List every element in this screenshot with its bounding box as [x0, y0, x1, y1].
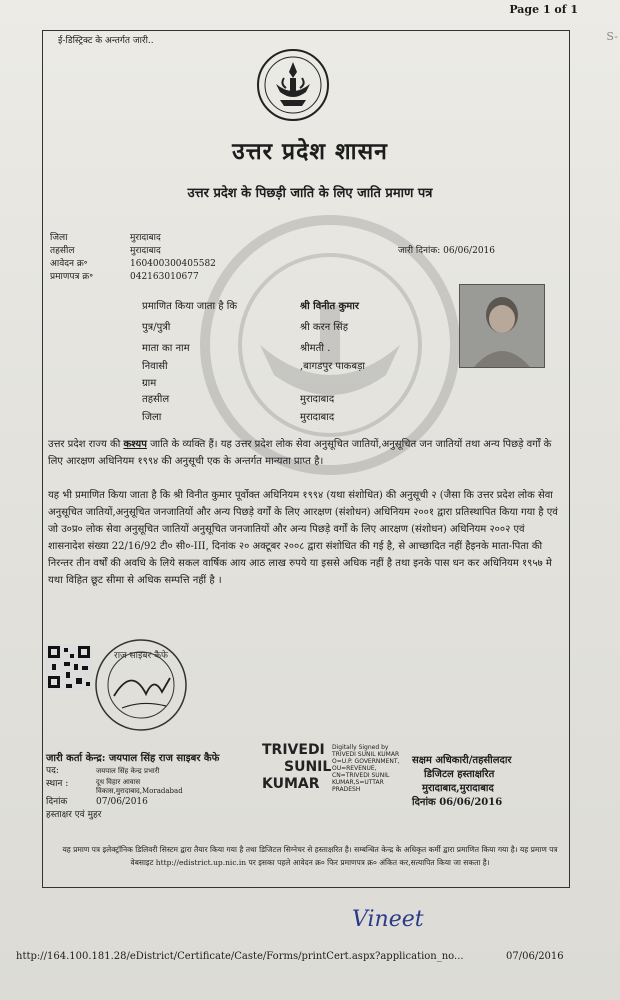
competent-authority-block: सक्षम अधिकारी/तहसीलदार डिजिटल हस्ताक्षरित मुरादाबाद,मुरादाबाद दिनांक 06/06/2016 [412, 755, 512, 808]
issuing-center-block: जारी कर्ता केन्द्र: जयपाल सिंह राज साइबर कैफे पद: जयपाल सिंह केन्द्र प्रभारी स्थान : दूध विहार आवास विकास,मुरादाबाद,Moradabad दिनांक 07/06/2016 हस्ताक्षर एवं मुहर [46, 753, 220, 820]
svg-text:Vineet: Vineet [352, 907, 424, 932]
meta-certificate-number: प्रमाणपत्र क्र॰ 042163010677 [50, 272, 199, 282]
meta-district: जिला मुरादाबाद [50, 233, 161, 243]
detail-row: प्रमाणित किया जाता है कि श्री विनीत कुमार [142, 301, 359, 312]
detail-row: पुत्र/पुत्री श्री करन सिंह [142, 322, 349, 333]
page-title: उत्तर प्रदेश शासन [232, 138, 388, 165]
caste-statement-paragraph: उत्तर प्रदेश राज्य की कश्यप जाति के व्यक्ति हैं। यह उत्तर प्रदेश लोक सेवा अनुसूचित जातियों,अनुसूचित जन जातियों तथा अन्य पिछड़े वर्गों के लिए आरक्षण अधिनियम १९९४ की अनुसूची एक के अन्तर्गत मान्यता प्राप्त है। [48, 439, 552, 467]
meta-tehsil: तहसील मुरादाबाद [50, 246, 161, 256]
person-photo-icon [460, 285, 544, 367]
print-date: 07/06/2016 [506, 951, 564, 962]
issuing-center-name: जयपाल सिंह राज साइबर कैफे [108, 753, 220, 764]
seal-text: राज साइबर कैफे [114, 651, 168, 661]
detail-row: तहसील मुरादाबाद [142, 394, 335, 405]
detail-row: निवासी ,बागडपुर पाकबड़ा [142, 361, 366, 372]
edistrict-header-line: ई-डिस्ट्रिक्ट के अन्तर्गत जारी.. [58, 36, 154, 46]
caste-name: कश्यप [123, 439, 147, 450]
qr-code-icon [46, 644, 92, 690]
detail-row: ग्राम [142, 378, 157, 389]
center-seal-icon [92, 636, 190, 734]
page-number: Page 1 of 1 [509, 3, 578, 16]
handwritten-signature [350, 898, 430, 938]
applicant-photo [459, 284, 545, 368]
print-url: http://164.100.181.28/eDistrict/Certificate/Caste/Forms/printCert.aspx?application_no... [16, 951, 464, 962]
detail-row: जिला मुरादाबाद [142, 412, 335, 423]
up-government-emblem-icon [256, 48, 330, 122]
detail-row: माता का नाम श्रीमती . [142, 343, 331, 354]
margin-mark: S- [606, 30, 618, 43]
verification-note: यह प्रमाण पत्र इलेक्ट्रॉनिक डिलिवरी सिस्टम द्वारा तैयार किया गया है तथा डिजिटल सिग्नेचर से हस्ताक्षरित है। सम्बन्धित केन्द्र के अधिकृत कर्मी द्वारा प्रमाणित किया गया है। यह प्रमाण पत्र वेबसाइट http://edistrict.up.nic.in पर इसका पहले आवेदन क्र० फिर प्रमाणपत्र क्र० अंकित कर,सत्यापित किया जा सकता है। [62, 845, 558, 867]
meta-application-number: आवेदन क्र॰ 160400300405582 [50, 259, 216, 269]
issue-date: जारी दिनांक: 06/06/2016 [398, 246, 495, 256]
certification-paragraph: यह भी प्रमाणित किया जाता है कि श्री विनीत कुमार पूर्वोक्त अधिनियम १९९४ (यथा संशोधित) की अनुसूची २ (जैसा कि उत्तर प्रदेश लोक सेवा अनुसूचित जातियों,अनुसूचित जनजातियों और अन्य पिछड़े वर्गों के लिए आरक्षण (संशोधन) अधिनियम २००१ द्वारा प्रतिस्थापित किया गया है एवं जो उ०प्र० लोक सेवा अनुसूचित जातियों अनुसूचित जनजातियों और अन्य पिछड़े वर्गों के लिए आरक्षण (संशोधन) अधिनियम २००२ एवं शासनादेश संख्या 22/16/92 टी० सी०-III, दिनांक २० अक्टूबर २००८ द्वारा संशोधित की गई है, से आच्छादित नहीं हैइनके माता-पिता की निरन्तर तीन वर्षों की अवधि के लिये सकल वार्षिक आय आठ लाख रुपये या इससे अधिक नहीं है तथा इनके पास धन कर अधिनियम १९५७ मे यथा विहित छूट सीमा से अधिक सम्पत्ति नहीं है । [48, 490, 558, 586]
certificate-subtitle: उत्तर प्रदेश के पिछड़ी जाति के लिए जाति प्रमाण पत्र [187, 186, 433, 201]
digital-signer-name: TRIVEDI SUNIL KUMAR [262, 742, 332, 792]
digital-signature-details: Digitally Signed by TRIVEDI SUNIL KUMAR O=U.P. GOVERNMENT, OU=REVENUE, CN=TRIVEDI SUNIL KUMAR,S=UTTAR PRADESH [332, 744, 400, 793]
